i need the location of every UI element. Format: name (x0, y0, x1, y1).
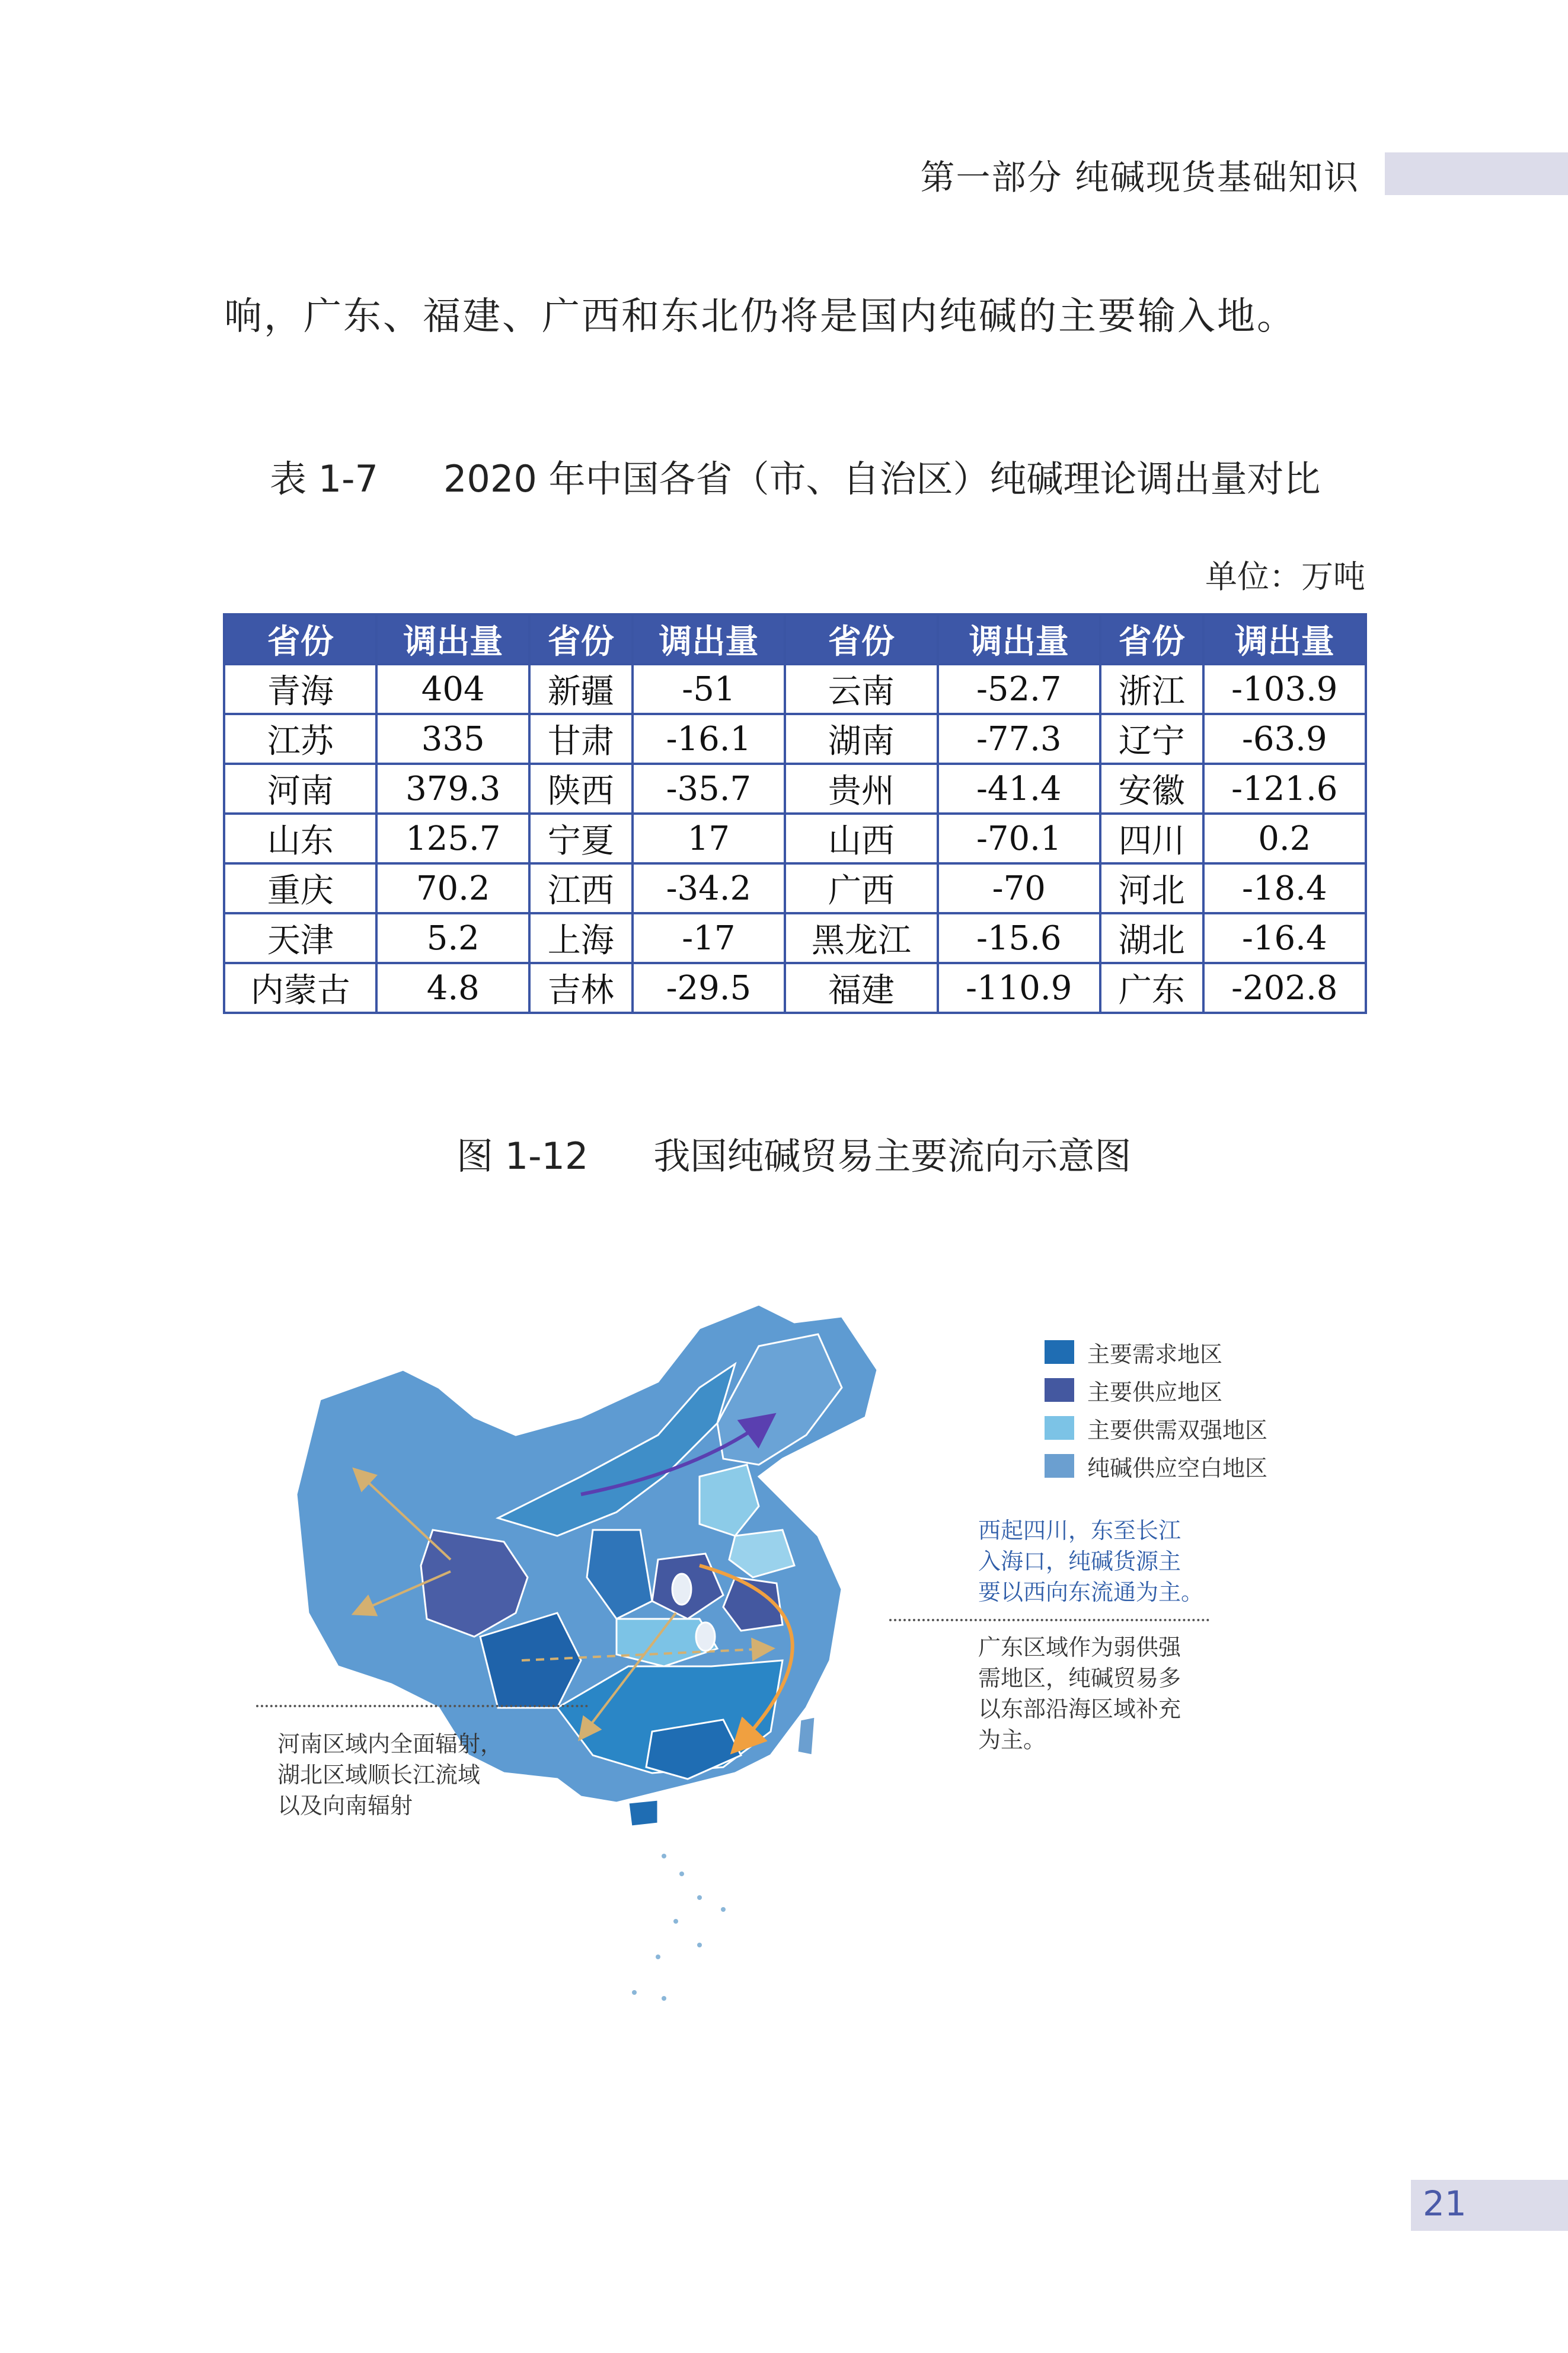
table-unit: 单位：万吨 (1205, 558, 1365, 595)
annotation-line: 需地区，纯碱贸易多 (978, 1665, 1181, 1691)
volume-cell: -110.9 (938, 963, 1100, 1013)
province-cell: 山西 (785, 814, 937, 863)
header-cell: 省份 (529, 614, 633, 664)
province-cell: 青海 (224, 664, 376, 714)
volume-cell: -202.8 (1203, 963, 1366, 1013)
annotation-line: 湖北区域顺长江流域 (277, 1762, 481, 1788)
volume-cell: -52.7 (938, 664, 1100, 714)
province-cell: 江苏 (224, 714, 376, 764)
volume-cell: 70.2 (376, 863, 529, 913)
province-cell: 广西 (785, 863, 937, 913)
legend-swatch (1045, 1378, 1074, 1402)
province-cell: 贵州 (785, 764, 937, 814)
volume-cell: -16.4 (1203, 913, 1366, 963)
legend-item (1045, 1447, 1267, 1485)
volume-cell: 5.2 (376, 913, 529, 963)
province-cell: 河北 (1100, 863, 1203, 913)
hub-marker-hubei (696, 1622, 715, 1651)
header-cell: 调出量 (938, 614, 1100, 664)
header-cell: 省份 (785, 614, 937, 664)
map-legend (1045, 1333, 1267, 1485)
region-taiwan (797, 1717, 815, 1755)
annotation-line: 广东区域作为弱供强 (978, 1634, 1181, 1660)
volume-cell: -18.4 (1203, 863, 1366, 913)
volume-cell: 0.2 (1203, 814, 1366, 863)
legend-swatch (1045, 1416, 1074, 1440)
annotation-line: 以及向南辐射 (277, 1793, 413, 1819)
annotation-henan-hubei (277, 1729, 503, 1821)
header-cell: 调出量 (633, 614, 785, 664)
province-cell: 山东 (224, 814, 376, 863)
leader-line-left (256, 1705, 588, 1707)
province-cell: 天津 (224, 913, 376, 963)
province-cell: 福建 (785, 963, 937, 1013)
hub-marker-henan (672, 1574, 691, 1605)
province-cell: 重庆 (224, 863, 376, 913)
province-cell: 辽宁 (1100, 714, 1203, 764)
running-header: 第一部分 纯碱现货基础知识 (920, 157, 1359, 197)
header-cell: 省份 (1100, 614, 1203, 664)
volume-cell: 379.3 (376, 764, 529, 814)
volume-cell: -70 (938, 863, 1100, 913)
figure-caption-title: 我国纯碱贸易主要流向示意图 (653, 1134, 1132, 1178)
province-cell: 云南 (785, 664, 937, 714)
figure-caption (456, 1127, 1131, 1179)
table-caption-title: 2020 年中国各省（市、自治区）纯碱理论调出量对比 (443, 457, 1321, 500)
figure-caption-number: 图 1-12 (456, 1134, 589, 1178)
table-header-row (224, 614, 1366, 664)
body-paragraph: 响，广东、福建、广西和东北仍将是国内纯碱的主要输入地。 (224, 295, 1296, 339)
province-cell: 江西 (529, 863, 633, 913)
header-bar (1385, 152, 1568, 195)
volume-cell: -103.9 (1203, 664, 1366, 714)
table-row (224, 963, 1366, 1013)
annotation-line: 入海口，纯碱货源主 (978, 1548, 1181, 1574)
page-number: 21 (1423, 2183, 1467, 2224)
china-trade-flow-map (249, 1281, 1020, 2099)
legend-label: 主要需求地区 (1087, 1341, 1223, 1367)
annotation-line: 为主。 (978, 1727, 1046, 1753)
legend-label: 主要供应地区 (1087, 1379, 1223, 1405)
volume-cell: -17 (633, 913, 785, 963)
annotation-line: 西起四川，东至长江 (978, 1517, 1181, 1544)
table-body (224, 664, 1366, 1013)
table-caption-number: 表 1-7 (270, 457, 378, 500)
legend-item (1045, 1409, 1267, 1447)
volume-cell: -121.6 (1203, 764, 1366, 814)
legend-item (1045, 1333, 1267, 1371)
table-row (224, 863, 1366, 913)
export-volume-table (223, 613, 1367, 1014)
volume-cell: -16.1 (633, 714, 785, 764)
volume-cell: 4.8 (376, 963, 529, 1013)
province-cell: 湖北 (1100, 913, 1203, 963)
volume-cell: -70.1 (938, 814, 1100, 863)
province-cell: 安徽 (1100, 764, 1203, 814)
legend-item (1045, 1371, 1267, 1409)
table-row (224, 664, 1366, 714)
header-cell: 调出量 (1203, 614, 1366, 664)
province-cell: 上海 (529, 913, 633, 963)
legend-swatch (1045, 1340, 1074, 1364)
header-cell: 调出量 (376, 614, 529, 664)
south-sea-islands (632, 1854, 726, 2001)
province-cell: 广东 (1100, 963, 1203, 1013)
table-row (224, 714, 1366, 764)
table-row (224, 814, 1366, 863)
annotation-line: 要以西向东流通为主。 (978, 1579, 1204, 1605)
province-cell: 陕西 (529, 764, 633, 814)
header-cell: 省份 (224, 614, 376, 664)
annotation-guangdong (978, 1632, 1181, 1755)
legend-label: 纯碱供应空白地区 (1087, 1455, 1268, 1481)
volume-cell: -34.2 (633, 863, 785, 913)
province-cell: 甘肃 (529, 714, 633, 764)
volume-cell: -35.7 (633, 764, 785, 814)
volume-cell: -29.5 (633, 963, 785, 1013)
province-cell: 新疆 (529, 664, 633, 714)
volume-cell: -41.4 (938, 764, 1100, 814)
legend-swatch (1045, 1454, 1074, 1478)
volume-cell: -51 (633, 664, 785, 714)
leader-line-right (889, 1619, 1209, 1621)
legend-label: 主要供需双强地区 (1087, 1417, 1268, 1443)
volume-cell: 335 (376, 714, 529, 764)
volume-cell: -77.3 (938, 714, 1100, 764)
volume-cell: 404 (376, 664, 529, 714)
annotation-yangtze (978, 1515, 1203, 1608)
region-hainan (628, 1800, 658, 1826)
table-row (224, 764, 1366, 814)
province-cell: 内蒙古 (224, 963, 376, 1013)
province-cell: 浙江 (1100, 664, 1203, 714)
table-row (224, 913, 1366, 963)
province-cell: 黑龙江 (785, 913, 937, 963)
annotation-line: 以东部沿海区域补充 (978, 1696, 1181, 1722)
province-cell: 河南 (224, 764, 376, 814)
table-caption (270, 449, 1320, 502)
province-cell: 吉林 (529, 963, 633, 1013)
volume-cell: 125.7 (376, 814, 529, 863)
volume-cell: 17 (633, 814, 785, 863)
volume-cell: -63.9 (1203, 714, 1366, 764)
annotation-line: 河南区域内全面辐射， (277, 1731, 503, 1757)
province-cell: 四川 (1100, 814, 1203, 863)
province-cell: 湖南 (785, 714, 937, 764)
volume-cell: -15.6 (938, 913, 1100, 963)
province-cell: 宁夏 (529, 814, 633, 863)
